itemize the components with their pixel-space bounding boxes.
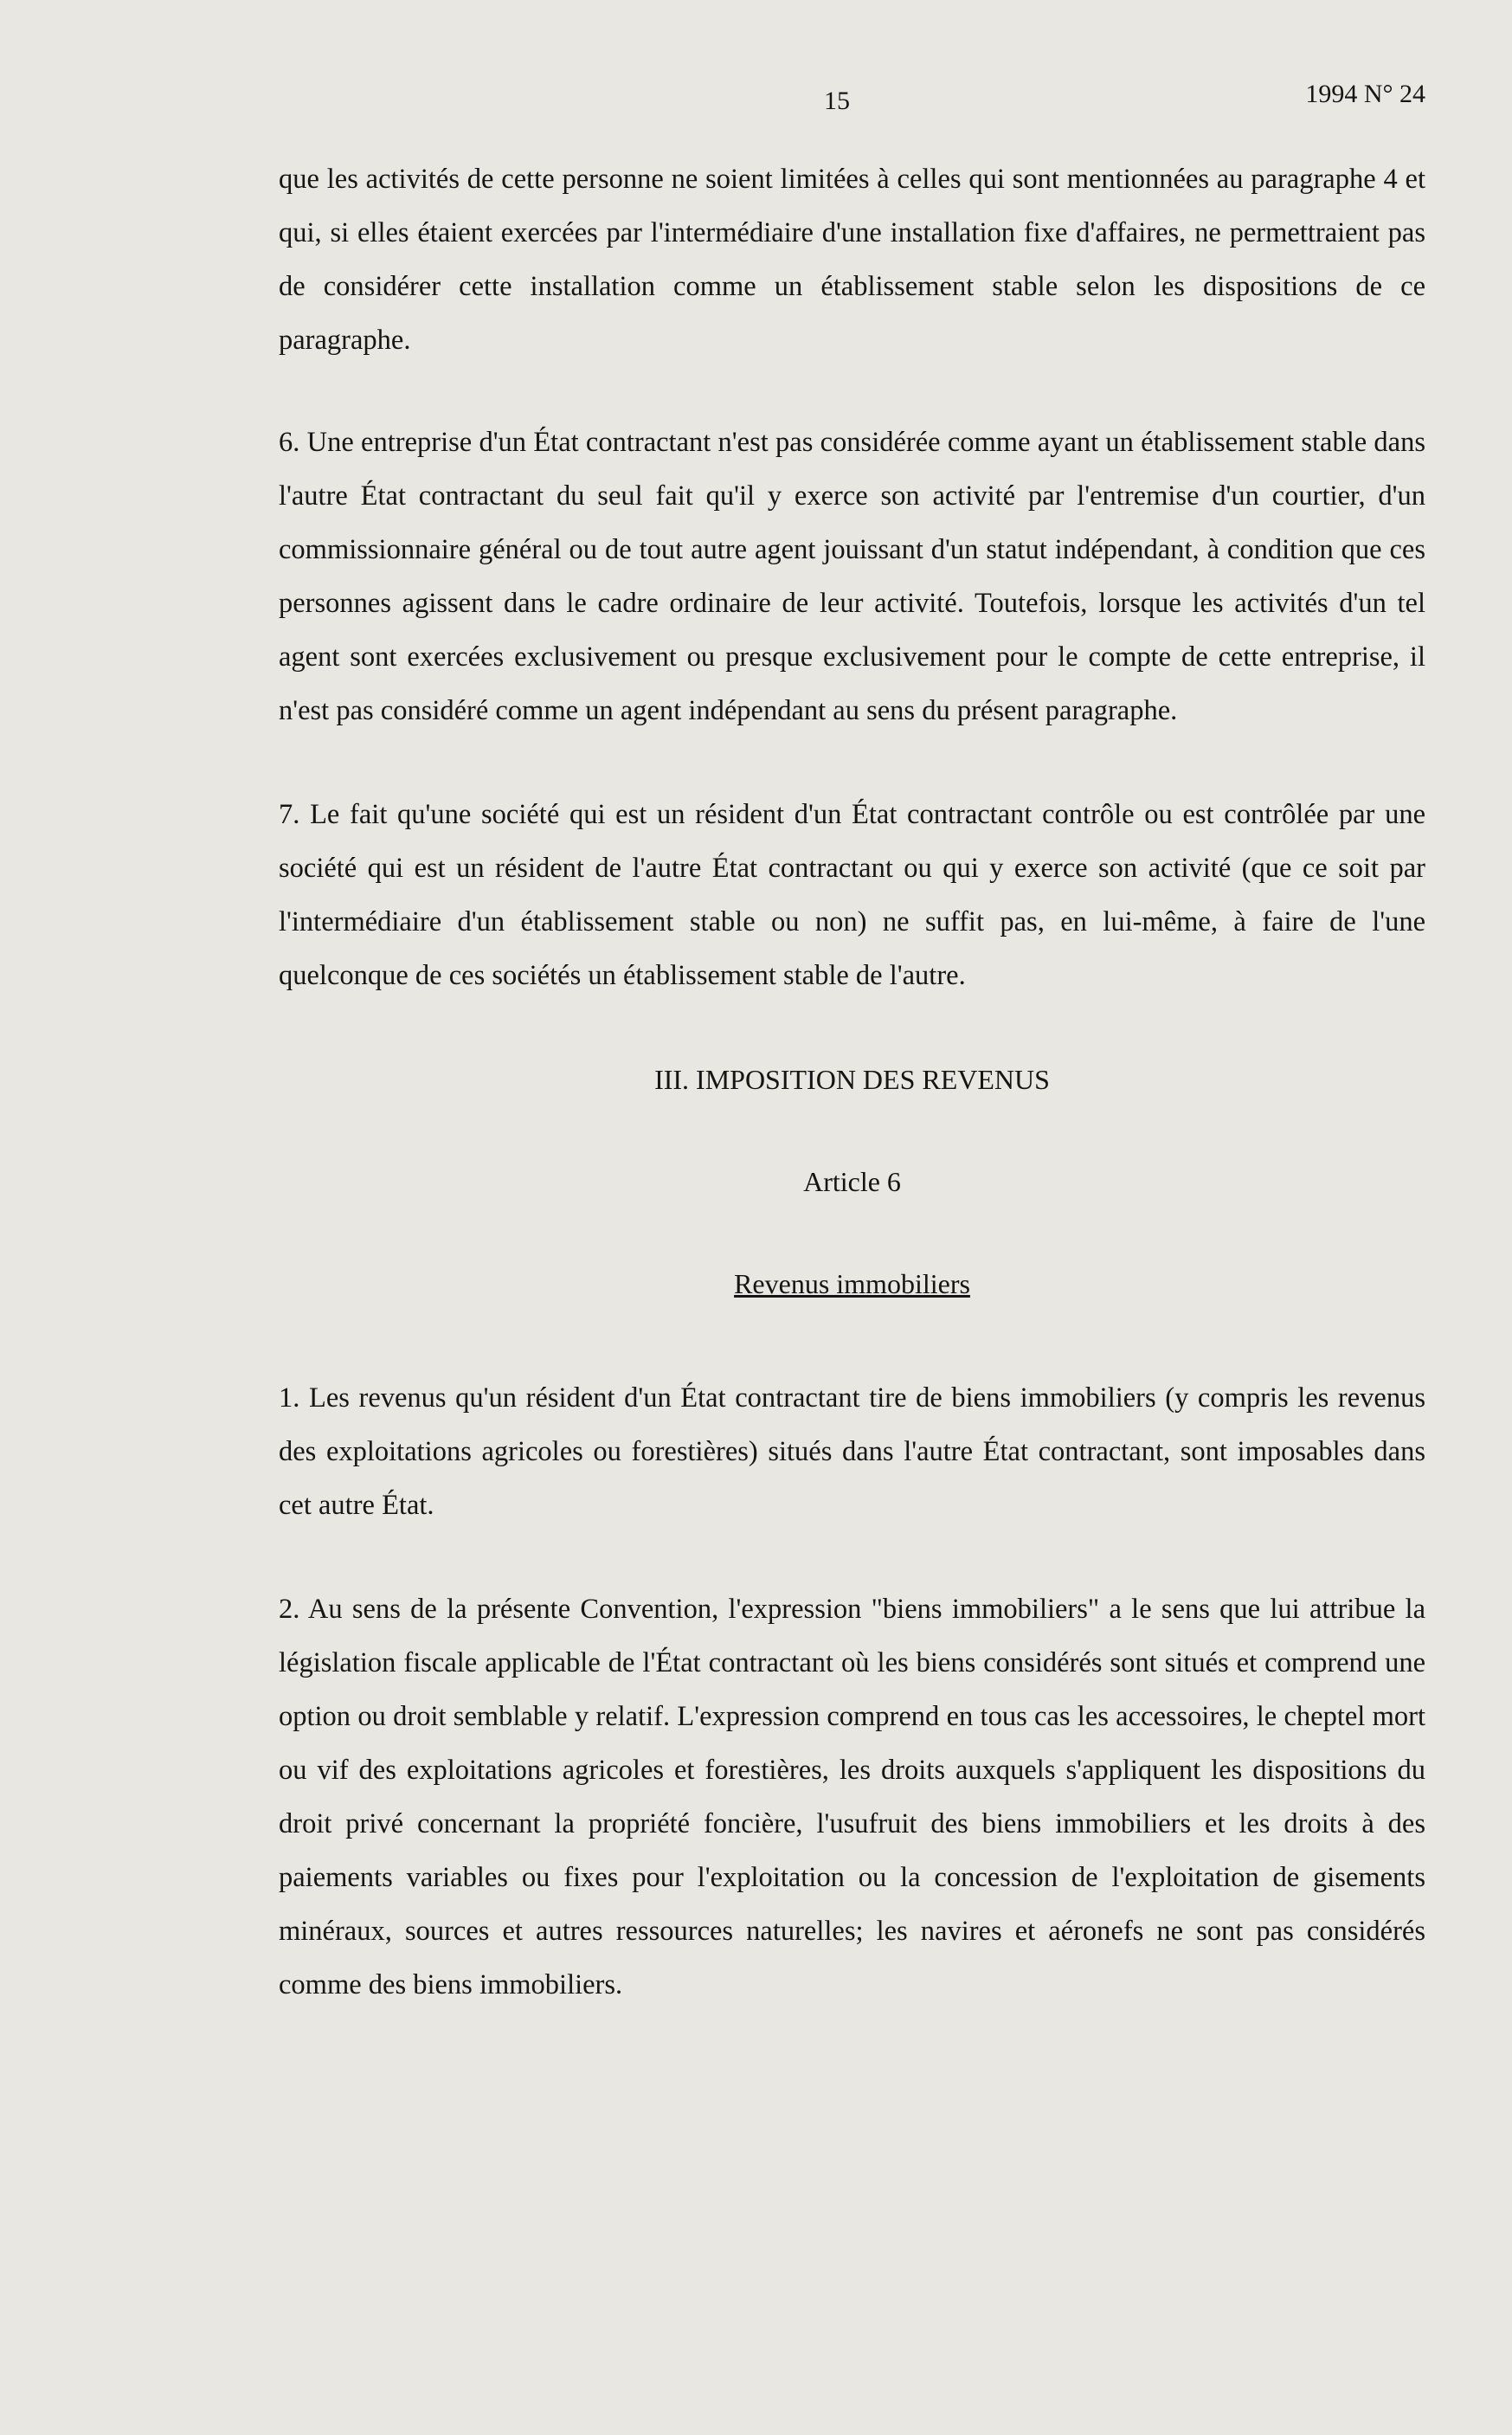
article-paragraph-1: 1. Les revenus qu'un résident d'un État contractant tire de biens immobiliers (y compris les revenus des exploitations agricoles ou forestières) situés dans l'autre État contractant, sont imposables dans cet autre État.: [279, 1382, 1425, 1521]
section-title: III. IMPOSITION DES REVENUS: [654, 1064, 1050, 1095]
article-title: Article 6: [803, 1166, 901, 1197]
page-number: 15: [824, 87, 850, 115]
document-body: [279, 152, 1425, 2012]
paragraph-6: 6. Une entreprise d'un État contractant n'est pas considérée comme ayant un établissement stable dans l'autre État contractant du seul fait qu'il y exerce son activité par l'entremise d'un courtier, d'un commissionnaire général ou de tout autre agent jouissant d'un statut indépendant, à condition que ces personnes agissent dans le cadre ordinaire de leur activité. Toutefois, lorsque les activités d'un tel agent sont exercées exclusivement ou presque exclusivement pour le compte de cette entreprise, il n'est pas considéré comme un agent indépendant au sens du présent paragraphe.: [279, 427, 1425, 726]
article-paragraph-2: 2. Au sens de la présente Convention, l'expression "biens immobiliers" a le sens que lui attribue la législation fiscale applicable de l'État contractant où les biens considérés sont situés et comprend une option ou droit semblable y relatif. L'expression comprend en tous cas les accessoires, le cheptel mort ou vif des exploitations agricoles et forestières, les droits auxquels s'appliquent les dispositions du droit privé concernant la propriété foncière, l'usufruit des biens immobiliers et les droits à des paiements variables ou fixes pour l'exploitation ou la concession de l'exploitation de gisements minéraux, sources et autres ressources naturelles; les navires et aéronefs ne sont pas considérés comme des biens immobiliers.: [279, 1594, 1425, 2000]
paragraph-7: 7. Le fait qu'une société qui est un résident d'un État contractant contrôle ou est contrôlée par une société qui est un résident de l'autre État contractant ou qui y exerce son activité (que ce soit par l'intermédiaire d'un établissement stable ou non) ne suffit pas, en lui-même, à faire de l'une quelconque de ces sociétés un établissement stable de l'autre.: [279, 799, 1425, 991]
document-reference: 1994 N° 24: [1305, 80, 1425, 108]
paragraph-continuation: que les activités de cette personne ne soient limitées à celles qui sont mentionnées au paragraphe 4 et qui, si elles étaient exercées par l'intermédiaire d'une installation fixe d'affaires, ne permettraient pas de considérer cette installation comme un établissement stable selon les dispositions de ce paragraphe.: [279, 164, 1425, 356]
article-subtitle: Revenus immobiliers: [734, 1268, 970, 1299]
